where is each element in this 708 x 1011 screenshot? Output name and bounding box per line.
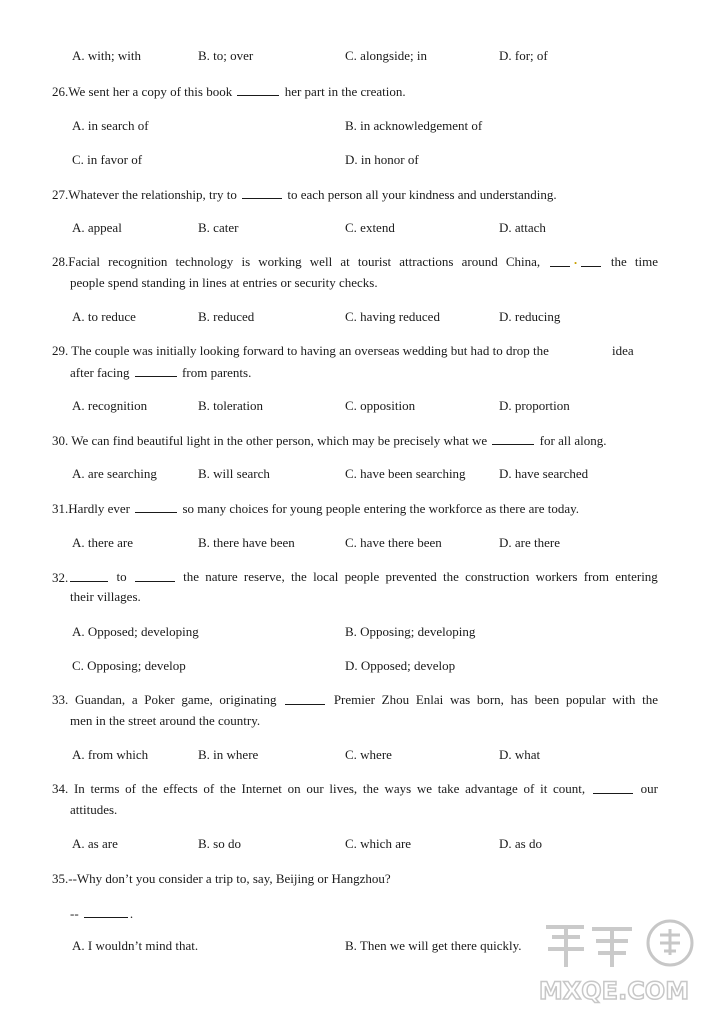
- q28-stem-line2: people spend standing in lines at entries or security checks.: [70, 275, 378, 290]
- q29-option-a: A. recognition: [72, 398, 148, 413]
- q28-blank: ·: [548, 253, 602, 272]
- q34-blank: [593, 780, 633, 794]
- q35-option-a: A. I wouldn’t mind that.: [72, 938, 199, 953]
- q30-blank: [492, 431, 534, 445]
- q30-option-b: B. will search: [198, 466, 270, 481]
- q32-option-d: D. Opposed; develop: [345, 658, 456, 673]
- q32-option-a: A. Opposed; developing: [72, 624, 199, 639]
- q29-option-b: B. toleration: [198, 398, 263, 413]
- q27-option-d: D. attach: [499, 220, 546, 235]
- q27-option-b: B. cater: [198, 220, 239, 235]
- q32-option-b: B. Opposing; developing: [345, 624, 476, 639]
- q33-option-d: D. what: [499, 747, 541, 762]
- q30-option-d: D. have searched: [499, 466, 589, 481]
- q29-stem-line1-end: idea: [612, 343, 634, 358]
- q33-option-b: B. in where: [198, 747, 259, 762]
- q31-option-b: B. there have been: [198, 535, 295, 550]
- q25-option-a: A. with; with: [72, 48, 141, 63]
- q31-blank: [135, 499, 177, 513]
- q31-stem: 31.Hardly ever so many choices for young people entering the workforce as there are today.: [52, 501, 580, 516]
- q29-blank: [135, 363, 177, 377]
- q27-blank: [242, 185, 282, 199]
- q26-option-c: C. in favor of: [72, 152, 143, 167]
- q30-option-c: C. have been searching: [345, 466, 466, 481]
- q31-option-d: D. are there: [499, 535, 560, 550]
- q26-option-d: D. in honor of: [345, 152, 419, 167]
- q26-stem: 26.We sent her a copy of this book her part in the creation.: [52, 84, 406, 99]
- q32-option-c: C. Opposing; develop: [72, 658, 186, 673]
- q28-option-c: C. having reduced: [345, 309, 440, 324]
- q34-option-a: A. as are: [72, 836, 118, 851]
- q30-option-a: A. are searching: [72, 466, 157, 481]
- watermark-text: MXQE.COM: [538, 977, 690, 1005]
- q28-option-a: A. to reduce: [72, 309, 136, 324]
- q35-option-b: B. Then we will get there quickly.: [345, 938, 522, 953]
- q33-option-c: C. where: [345, 747, 392, 762]
- q33-stem-line1: 33. Guandan, a Poker game, originating Premier Zhou Enlai was born, has been popular with the: [52, 692, 658, 707]
- q26-option-a: A. in search of: [72, 118, 149, 133]
- q29-option-c: C. opposition: [345, 398, 416, 413]
- q33-blank: [285, 691, 325, 705]
- q26-blank: [237, 82, 279, 96]
- q34-option-b: B. so do: [198, 836, 241, 851]
- q34-stem-line2: attitudes.: [70, 802, 118, 817]
- q27-stem: 27.Whatever the relationship, try to to each person all your kindness and understanding.: [52, 187, 557, 202]
- q31-option-a: A. there are: [72, 535, 133, 550]
- q35-stem: 35.--Why don’t you consider a trip to, say, Beijing or Hangzhou?: [52, 871, 391, 886]
- q28-stem-line1: 28.Facial recognition technology is working well at tourist attractions around China, · the time: [52, 254, 658, 270]
- q33-stem-line2: men in the street around the country.: [70, 713, 261, 728]
- q32-stem-line2: their villages.: [70, 589, 141, 604]
- q34-stem-line1: 34. In terms of the effects of the Internet on our lives, the ways we take advantage of it count, our: [52, 781, 658, 796]
- q32-blank-1: [70, 568, 108, 582]
- q32-blank-2: [135, 568, 175, 582]
- watermark-glyph: [660, 929, 680, 955]
- q35-blank: [84, 904, 128, 918]
- q32-stem-line1: 32. to the nature reserve, the local people prevented the construction workers from entering: [52, 569, 658, 585]
- q28-option-b: B. reduced: [198, 309, 255, 324]
- q25-option-b: B. to; over: [198, 48, 254, 63]
- q34-option-d: D. as do: [499, 836, 542, 851]
- q30-stem: 30. We can find beautiful light in the other person, which may be precisely what we for all along.: [52, 433, 607, 448]
- q34-option-c: C. which are: [345, 836, 412, 851]
- q29-stem-line2: after facing from parents.: [70, 365, 252, 380]
- q27-option-c: C. extend: [345, 220, 395, 235]
- q25-option-c: C. alongside; in: [345, 48, 427, 63]
- q29-stem-line1: 29. The couple was initially looking forward to having an overseas wedding but had to drop the: [52, 343, 549, 358]
- q28-option-d: D. reducing: [499, 309, 561, 324]
- q31-option-c: C. have there been: [345, 535, 442, 550]
- q26-option-b: B. in acknowledgement of: [345, 118, 483, 133]
- q35-response-line: -- .: [70, 906, 134, 921]
- q27-option-a: A. appeal: [72, 220, 122, 235]
- q29-option-d: D. proportion: [499, 398, 570, 413]
- watermark-logo: [528, 915, 700, 1005]
- watermark-hanzi: [546, 927, 632, 967]
- q33-option-a: A. from which: [72, 747, 149, 762]
- q25-option-d: D. for; of: [499, 48, 548, 63]
